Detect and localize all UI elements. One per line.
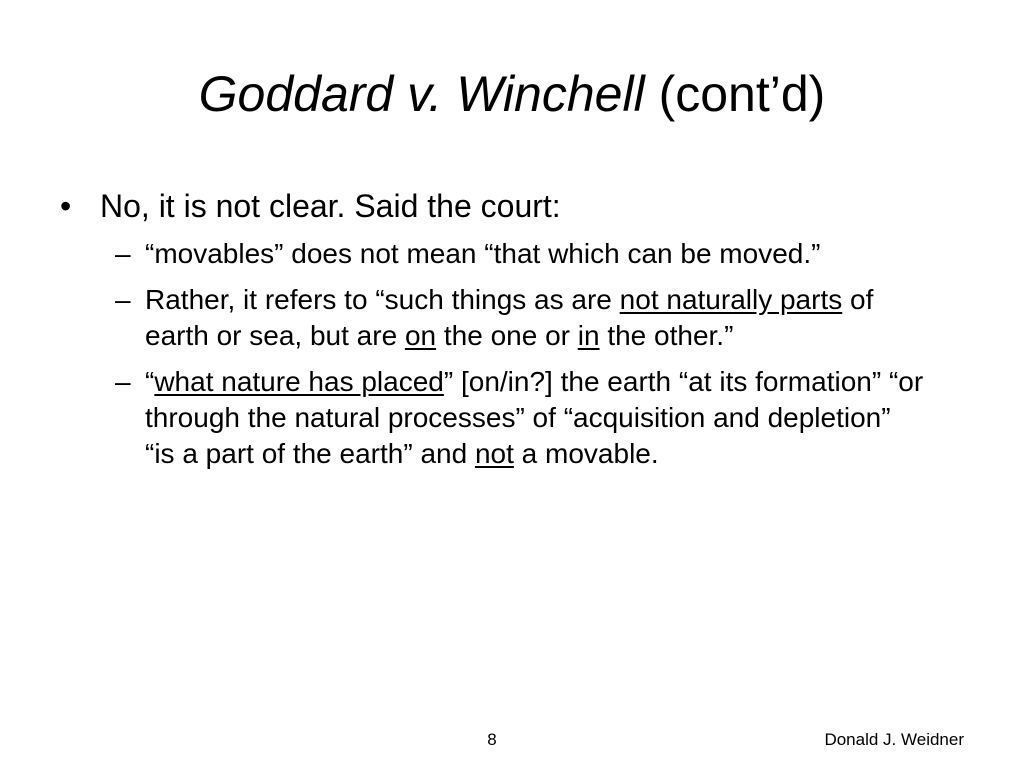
- subbullet-item-2: [115, 282, 925, 354]
- bullet-text: No, it is not clear. Said the court:: [100, 188, 561, 224]
- dash-marker: –: [115, 284, 131, 315]
- underlined-phrase: what nature has placed: [154, 366, 444, 397]
- subbullet-text: “movables” does not mean “that which can be moved.”: [145, 238, 821, 269]
- subbullet-text-part: Rather, it refers to “such things as are: [145, 284, 620, 315]
- bullet-item: [60, 186, 960, 226]
- slide-body: [60, 186, 960, 482]
- bullet-marker: •: [60, 188, 72, 224]
- underlined-phrase: not: [474, 438, 514, 469]
- subbullet-text-part: a movable.: [513, 438, 659, 469]
- underlined-phrase: on: [404, 320, 437, 351]
- subbullet-item-3: [115, 364, 925, 472]
- subbullet-text-part: the other.”: [599, 320, 734, 351]
- dash-marker: –: [115, 366, 131, 397]
- author-name: Donald J. Weidner: [824, 730, 964, 749]
- dash-marker: –: [115, 238, 131, 269]
- subbullet-text-part: the one or: [436, 320, 578, 351]
- page-number: 8: [487, 730, 497, 749]
- subbullet-text-part: “: [145, 366, 155, 397]
- underlined-phrase: not naturally parts: [619, 284, 843, 315]
- slide-title: [0, 62, 1024, 126]
- title-case-name: Goddard v. Winchell: [198, 66, 645, 122]
- underlined-phrase: in: [577, 320, 600, 351]
- title-suffix: (cont’d): [644, 66, 826, 122]
- subbullet-item-1: [115, 236, 925, 272]
- subbullet-text-part: of earth or sea, but are: [145, 284, 874, 351]
- subbullet-text-part: ” [on/in?] the earth “at its formation” “or through the natural processes” of “acquisition and depletion” “is a part of the earth” and: [145, 366, 924, 469]
